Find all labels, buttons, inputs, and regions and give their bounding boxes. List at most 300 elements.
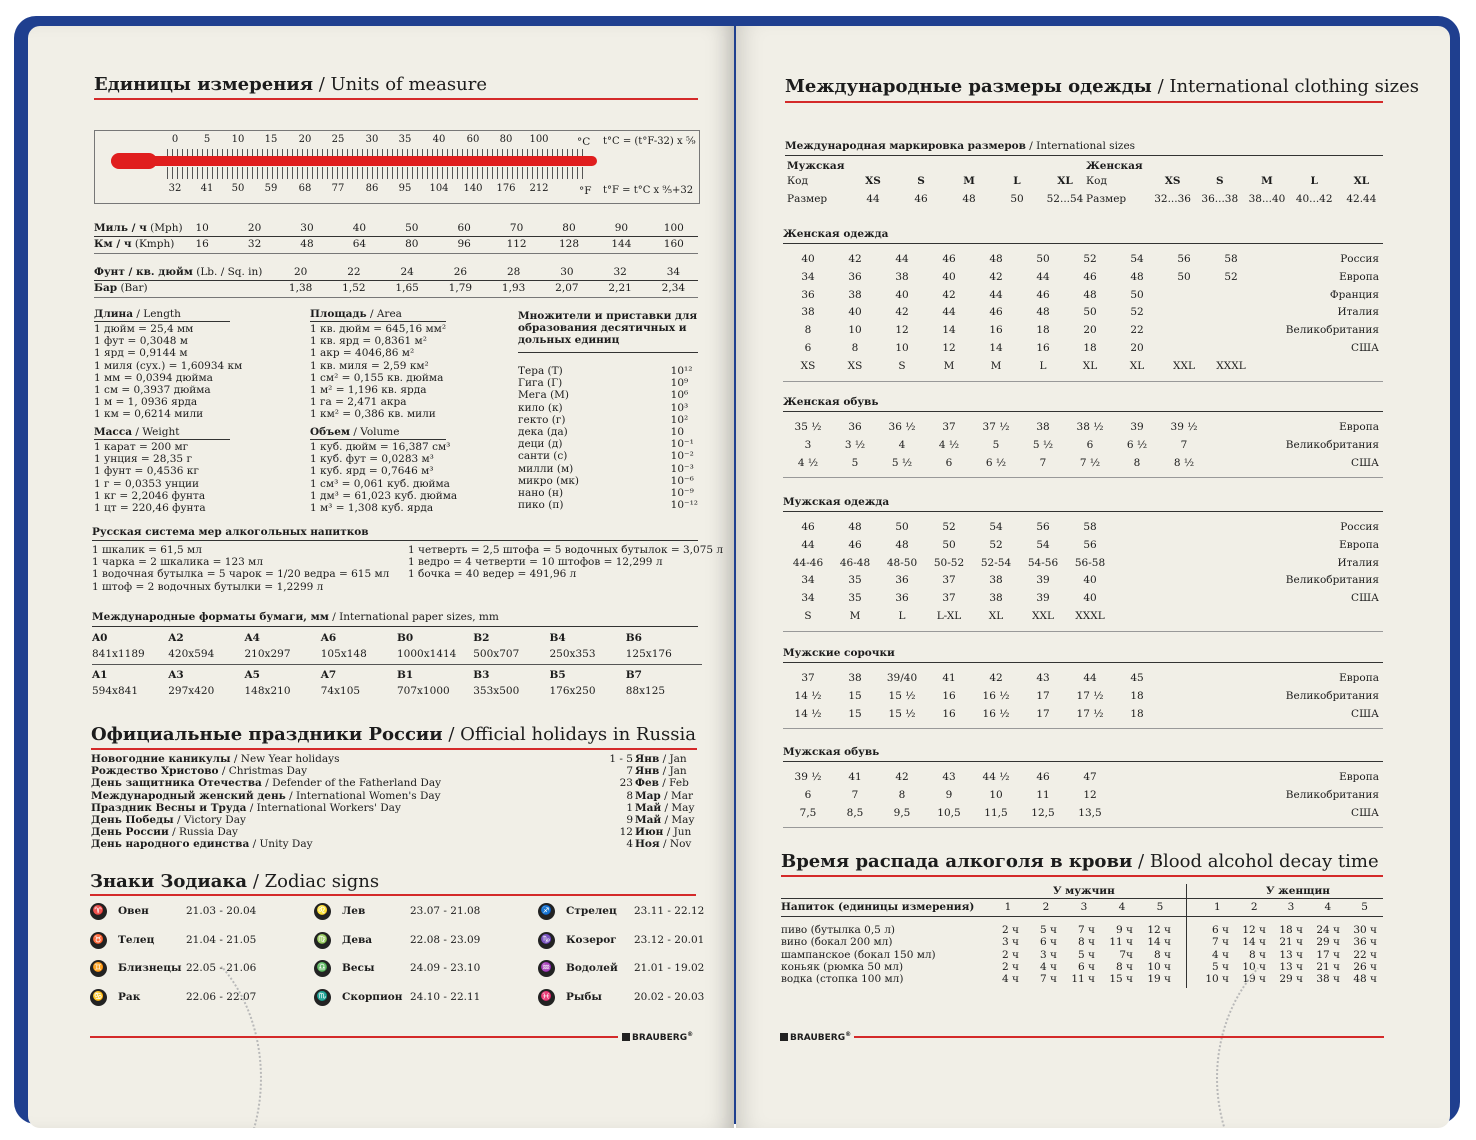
men-shirts-row	[783, 690, 1383, 704]
mph-values	[176, 222, 700, 236]
men-shirts-value: 45	[1130, 672, 1144, 684]
men-shirts-value: 41	[942, 672, 956, 684]
intl-sizes-title: Международная маркировка размеров / International sizes	[785, 140, 1136, 152]
decay-women-time: 21 ч	[1316, 960, 1340, 973]
men-shoes-value: 8	[898, 788, 906, 801]
women-size-value: 42.44	[1346, 193, 1377, 205]
prefix-name: нано (н)	[518, 487, 564, 500]
women-clothing-value: 42	[848, 253, 862, 265]
bar-value: 1,79	[448, 282, 473, 294]
bar-values	[274, 282, 700, 296]
women-clothing-value: M	[990, 359, 1002, 372]
men-clothing-value: 44-46	[792, 556, 824, 569]
men-clothing-value: 52	[989, 538, 1003, 551]
men-code-label: Код	[787, 175, 808, 187]
women-clothing-value: 48	[989, 253, 1003, 265]
celsius-tick: 100	[529, 134, 549, 145]
area-title: Площадь / Area	[310, 308, 402, 320]
women-clothing-row	[783, 324, 1383, 338]
paper-format-size: 105x148	[321, 648, 397, 665]
men-clothing-value: 39	[1036, 574, 1050, 587]
alcohol-measure-item: 1 четверть = 2,5 штофа = 5 водочных бутылок = 3,075 л	[408, 544, 724, 556]
holiday-month-ru: Фев	[635, 777, 659, 790]
women-size-code: XS	[1164, 175, 1181, 187]
decay-drink: пиво (бутылка 0,5 л)	[781, 924, 895, 936]
holiday-name	[91, 838, 313, 850]
mass-item: 1 г = 0,0353 унции	[94, 477, 199, 490]
men-shoes-country: США	[1351, 806, 1379, 819]
speed-divider	[94, 236, 698, 237]
kmh-value: 144	[611, 238, 632, 250]
volume-block	[310, 426, 458, 515]
length-item: 1 фут = 0,3048 м	[94, 335, 188, 348]
gemini-icon: ♊	[90, 960, 107, 977]
decay-women-time: 10 ч	[1205, 973, 1229, 986]
volume-item: 1 куб. дюйм = 16,387 см³	[310, 441, 451, 453]
men-clothing-value: M	[849, 610, 861, 622]
men-shirts-value: 16 ½	[982, 689, 1010, 702]
paper-format-size: 176x250	[549, 685, 596, 697]
mass-item: 1 кг = 2,2046 фунта	[94, 489, 206, 502]
women-shoes-value: 8 ½	[1173, 456, 1195, 469]
area-list	[310, 323, 446, 421]
holiday-month	[635, 826, 691, 838]
decay-men-time: 6 ч	[1040, 936, 1057, 949]
kmh-value: 160	[663, 238, 684, 250]
women-shoes-value: 4 ½	[938, 438, 960, 451]
men-shirts-value: 18	[1130, 689, 1144, 702]
bar-value: 1,52	[342, 282, 366, 294]
holiday-month-ru: Май	[635, 801, 662, 814]
length-item: 1 см = 0,3937 дюйма	[94, 384, 211, 397]
fahrenheit-tick: 41	[200, 183, 214, 194]
kmh-value: 16	[195, 238, 209, 250]
holiday-month-en: / Jan	[659, 753, 687, 765]
women-shoes-value: 35 ½	[794, 421, 822, 433]
decay-drink: шампанское (бокал 150 мл)	[781, 948, 936, 961]
men-shirts-value: 15 ½	[888, 707, 916, 720]
mph-value: 90	[614, 222, 629, 234]
footer-line	[90, 1036, 618, 1038]
men-clothing-row	[783, 521, 1383, 535]
zodiac-title: Знаки Зодиака / Zodiac signs	[90, 871, 380, 892]
paper-format-size: 707x1000	[397, 685, 450, 697]
women-size-value: 36...38	[1201, 193, 1239, 205]
women-clothing-value: 12	[942, 342, 956, 354]
holiday-name	[91, 790, 441, 802]
fahrenheit-formula: t°F = t°C x ⁹⁄₅+32	[603, 185, 694, 196]
men-shirts-value: 14 ½	[794, 707, 822, 720]
men-clothing-country: Великобритания	[1285, 574, 1379, 587]
alcohol-measures-divider	[92, 540, 698, 541]
women-clothing-country: Италия	[1337, 306, 1379, 319]
clothing-sizes-title: Международные размеры одежды / International clothing sizes	[785, 76, 1419, 97]
psi-value: 28	[506, 266, 521, 278]
men-shoes-value: 13,5	[1078, 806, 1102, 819]
men-size-value: 44	[866, 193, 880, 205]
men-clothing-value: 39	[1036, 592, 1050, 605]
women-clothing-value: 22	[1130, 324, 1144, 337]
zodiac-title-underline	[90, 894, 696, 896]
prefix-name: Тера (Т)	[518, 365, 563, 377]
women-clothing-value: 52	[1083, 253, 1097, 265]
women-clothing-country: Россия	[1340, 253, 1379, 265]
prefix-value: 10¹²	[670, 365, 693, 377]
virgo-icon: ♍	[314, 932, 331, 949]
decay-men-time: 11 ч	[1071, 973, 1095, 986]
decay-men-time: 2 ч	[1002, 960, 1019, 973]
holiday-month-ru: Ноя	[635, 838, 660, 851]
units-title-underline	[94, 98, 698, 100]
zodiac-dates: 22.05 - 21.06	[186, 962, 257, 974]
length-item: 1 миля (сух.) = 1,60934 км	[94, 359, 243, 372]
right-page	[736, 26, 1450, 1128]
decay-men-time: 7 ч	[1078, 924, 1095, 936]
volume-item: 1 куб. фут = 0,0283 м³	[310, 453, 434, 466]
women-clothing-value: 50	[1083, 306, 1097, 319]
men-clothing-country: Европа	[1339, 538, 1379, 551]
libra-icon: ♎	[314, 960, 331, 977]
zodiac-dates: 24.10 - 22.11	[410, 990, 481, 1003]
mph-value: 10	[195, 222, 209, 234]
women-clothing-value: M	[943, 359, 955, 372]
men-clothing-value: 52-54	[980, 556, 1012, 569]
men-shoes-value: 46	[1036, 771, 1050, 783]
decay-women-time: 13 ч	[1279, 948, 1303, 961]
mph-value: 100	[663, 222, 684, 234]
zodiac-name: Близнецы	[118, 962, 182, 974]
zodiac-dates: 23.12 - 20.01	[634, 933, 705, 946]
paper-format-name: A7	[320, 669, 337, 681]
men-clothing-value: 35	[848, 574, 862, 587]
prefix-name: кило (к)	[518, 401, 563, 414]
decay-women-time: 10 ч	[1242, 960, 1266, 973]
left-page	[28, 26, 734, 1128]
men-clothing-row	[783, 610, 1383, 624]
celsius-tick: 30	[365, 134, 379, 145]
holiday-name	[91, 826, 238, 838]
leo-icon: ♌	[314, 903, 331, 920]
zodiac-dates: 24.09 - 23.10	[410, 962, 481, 974]
women-clothing-value: 18	[1083, 342, 1097, 354]
alcohol-measures-col2	[408, 544, 723, 581]
holiday-name-ru: День защитника Отечества	[91, 777, 262, 790]
zodiac-name: Весы	[342, 962, 375, 974]
zodiac-name: Лев	[342, 905, 366, 917]
men-shirts-row	[783, 672, 1383, 686]
decay-women-time: 4 ч	[1212, 948, 1229, 961]
holiday-day: 4	[626, 838, 633, 851]
paper-format-size: 210x297	[245, 648, 321, 665]
holiday-month	[635, 753, 687, 765]
brand-logo-right: BRAUBERG®	[780, 1031, 851, 1043]
zodiac-name: Рак	[118, 990, 141, 1003]
paper-format-name: A0	[92, 632, 108, 644]
kmh-value: 48	[300, 238, 314, 250]
holiday-row	[91, 801, 695, 814]
women-clothing-value: 40	[942, 270, 956, 283]
psi-label: Фунт / кв. дюйм (Lb. / Sq. in)	[94, 266, 263, 278]
women-clothing-value: L	[1039, 359, 1047, 372]
women-clothing-value: XS	[847, 359, 863, 372]
women-clothing-value: 54	[1130, 253, 1144, 265]
holiday-month-ru: Июн	[635, 826, 664, 839]
men-shoes-value: 11,5	[984, 806, 1008, 819]
men-clothing-country: Италия	[1337, 556, 1379, 569]
decay-drink: водка (стопка 100 мл)	[781, 973, 904, 986]
holiday-month	[635, 838, 691, 850]
men-clothing-value: 50-52	[933, 556, 965, 569]
psi-value: 20	[293, 266, 308, 278]
intl-divider	[785, 155, 1383, 156]
women-shoes-value: 3	[804, 438, 812, 451]
zodiac-dates: 22.06 - 22.07	[186, 990, 257, 1003]
women-shoes-value: 5	[851, 456, 859, 469]
women-clothing-value: 42	[989, 270, 1003, 283]
celsius-unit: °C	[577, 136, 591, 148]
holiday-name	[91, 814, 246, 826]
zodiac-dates: 21.04 - 21.05	[186, 933, 257, 946]
psi-values	[274, 266, 700, 280]
thermometer-bulb	[111, 153, 157, 169]
decay-men-time: 11 ч	[1109, 936, 1133, 949]
men-shirts-value: 17 ½	[1076, 689, 1104, 702]
prefix-value: 10	[670, 426, 685, 439]
women-shoes-country: Великобритания	[1285, 438, 1379, 451]
pressure-divider	[94, 280, 698, 281]
holiday-name-ru: День Победы	[91, 813, 174, 826]
prefix-name: милли (м)	[518, 462, 574, 475]
mph-label: Миль / ч (Mph)	[94, 222, 183, 234]
celsius-tick: 0	[171, 134, 179, 145]
paper-format-size: 297x420	[168, 685, 215, 697]
men-clothing-value: 34	[801, 574, 815, 587]
fahrenheit-tick: 32	[168, 183, 182, 194]
decay-men-time: 19 ч	[1147, 973, 1171, 986]
women-shoes-value: 6	[945, 456, 953, 469]
bar-value: 2,07	[555, 282, 579, 294]
women-shoes-value: 39	[1130, 421, 1144, 433]
prefix-value: 10³	[670, 401, 689, 414]
women-clothing-value: 40	[801, 253, 815, 265]
paper-title: Международные форматы бумаги, мм / International paper sizes, mm	[92, 611, 499, 623]
men-shirts-row	[783, 708, 1383, 722]
decay-men-time: 9 ч	[1116, 924, 1133, 936]
men-clothing-value: 56-58	[1074, 556, 1106, 569]
prefix-names	[518, 365, 579, 511]
holiday-row	[91, 838, 691, 850]
length-item: 1 ярд = 0,9144 м	[94, 347, 188, 360]
women-sizes	[1149, 193, 1385, 207]
fahrenheit-ticks	[95, 183, 565, 197]
mass-item: 1 карат = 200 мг	[94, 441, 189, 453]
decay-women-time: 36 ч	[1353, 936, 1377, 949]
zodiac-name: Телец	[118, 933, 155, 946]
prefix-name: пико (п)	[518, 499, 564, 512]
paper-format-name: B2	[473, 632, 490, 644]
women-clothing-value: 44	[1036, 270, 1050, 283]
men-shoes-title: Мужская обувь	[783, 746, 880, 758]
men-clothing-value: 50	[895, 521, 909, 533]
alcohol-measure-item: 1 ведро = 4 четверти = 10 штофов = 12,299 л	[408, 556, 663, 569]
celsius-tick: 5	[203, 134, 211, 145]
fahrenheit-tick: 68	[298, 183, 312, 194]
mph-value: 20	[247, 222, 262, 234]
length-item: 1 м = 1, 0936 ярда	[94, 396, 198, 409]
prefix-value: 10⁻⁶	[670, 474, 694, 487]
psi-value: 24	[400, 266, 414, 278]
decay-women-time: 21 ч	[1279, 936, 1303, 949]
area-item: 1 га = 2,471 акра	[310, 396, 407, 409]
women-size-code: M	[1261, 175, 1273, 187]
volume-item: 1 м³ = 1,308 куб. ярда	[310, 502, 434, 515]
alcohol-measure-item: 1 водочная бутылка = 5 чарок = 1/20 ведра = 615 мл	[92, 568, 390, 581]
men-clothing-value: 36	[895, 592, 909, 605]
zodiac-dates: 23.11 - 22.12	[634, 905, 705, 917]
holiday-name-ru: День России	[91, 826, 169, 839]
alcohol-measures-col1	[92, 544, 389, 593]
pressure-bottom-line	[94, 297, 698, 298]
prefix-value: 10⁹	[670, 377, 689, 390]
decay-women-time: 8 ч	[1249, 948, 1266, 961]
paper-format-name: B4	[549, 632, 566, 644]
decay-men-time: 8 ч	[1116, 960, 1133, 973]
decay-unit-women: 5	[1361, 901, 1368, 913]
men-size-code: S	[917, 175, 925, 187]
decay-women-time: 29 ч	[1279, 973, 1303, 986]
women-clothing-country: США	[1351, 342, 1379, 354]
paper-format-name: A4	[244, 632, 260, 644]
women-shoes-value: 6 ½	[985, 456, 1007, 469]
fahrenheit-tick: 140	[463, 183, 483, 194]
women-shoes-value: 4 ½	[797, 456, 819, 469]
women-clothing-value: 14	[989, 342, 1003, 354]
decay-men-time: 4 ч	[1002, 973, 1019, 986]
men-size-value: 48	[962, 193, 976, 205]
decay-women-time: 29 ч	[1316, 936, 1340, 949]
women-clothing-row	[783, 342, 1383, 356]
paper-format-size: 74x105	[320, 685, 361, 697]
men-clothing-value: L-XL	[936, 610, 962, 622]
prefix-value: 10⁻⁹	[670, 487, 694, 500]
women-clothing-row	[783, 289, 1383, 303]
prefixes-title: Множители и приставки для образования десятичных и дольных единиц	[518, 310, 698, 346]
paper-divider	[92, 626, 698, 627]
women-clothing-value: XL	[1129, 359, 1145, 372]
fahrenheit-tick: 95	[398, 183, 412, 194]
prefix-value: 10⁶	[670, 389, 689, 402]
mass-list	[94, 441, 230, 514]
paper-format-size: 353x500	[473, 685, 520, 697]
volume-item: 1 см³ = 0,061 куб. дюйма	[310, 477, 450, 490]
decay-men-time: 7ч	[1119, 948, 1133, 961]
men-shoes-value: 39 ½	[794, 771, 822, 783]
men-size-value: 50	[1010, 193, 1024, 205]
aries-icon: ♈	[90, 903, 107, 920]
holiday-name-en: / International Women's Day	[285, 789, 441, 802]
zodiac-name: Водолей	[566, 962, 618, 974]
zodiac-dates: 21.03 - 20.04	[186, 905, 257, 917]
men-size-value: 46	[914, 193, 928, 205]
holiday-month-en: / May	[661, 801, 695, 814]
men-shirts-value: 16	[942, 707, 956, 720]
men-shoes-value: 47	[1083, 771, 1097, 783]
mph-value: 50	[405, 222, 419, 234]
alcohol-measures-title: Русская система мер алкогольных напитков	[92, 526, 369, 538]
women-clothing-value: 44	[895, 253, 909, 265]
holiday-day: 12	[619, 826, 633, 839]
decay-women-time: 22 ч	[1353, 948, 1377, 961]
women-clothing-value: 50	[1177, 270, 1191, 283]
women-clothing-value: 12	[895, 324, 909, 337]
decay-men-time: 12 ч	[1147, 924, 1171, 936]
women-clothing-value: 8	[851, 342, 859, 354]
men-clothing-value: 37	[942, 592, 956, 605]
women-shoes-value: 7	[1039, 456, 1047, 469]
alcohol-measure-item: 1 бочка = 40 ведер = 491,96 л	[408, 568, 577, 581]
prefix-values	[671, 365, 698, 511]
men-clothing-value: 56	[1083, 538, 1097, 551]
prefix-name: микро (мк)	[518, 474, 580, 487]
women-shoes-row	[783, 457, 1383, 471]
decay-title: Время распада алкоголя в крови / Blood alcohol decay time	[781, 851, 1379, 872]
decay-men-time: 3 ч	[1040, 948, 1057, 961]
men-sizes	[849, 193, 1089, 207]
zodiac-name: Овен	[118, 905, 149, 917]
decay-men-time: 8 ч	[1154, 948, 1171, 961]
kmh-value: 32	[247, 238, 262, 250]
women-clothing-value: 14	[942, 324, 956, 337]
decay-drink-header: Напиток (единицы измерения)	[781, 901, 975, 913]
men-clothing-value: 40	[1083, 574, 1097, 587]
women-shoes-value: 36 ½	[888, 421, 916, 433]
holiday-month-en: / Feb	[658, 777, 689, 790]
women-clothing-country: Великобритания	[1285, 324, 1379, 337]
women-clothing-value: 6	[804, 342, 812, 354]
women-clothing-value: 16	[1036, 342, 1050, 354]
area-item: 1 кв. миля = 2,59 км²	[310, 359, 429, 372]
decay-men-label: У мужчин	[1053, 885, 1115, 897]
women-size-code: XL	[1353, 175, 1370, 187]
decay-men-time: 3 ч	[1002, 936, 1019, 949]
length-block	[94, 308, 243, 421]
psi-value: 30	[560, 266, 574, 278]
decay-row	[781, 924, 1383, 936]
men-shoes-row	[783, 807, 1383, 821]
holiday-day: 8	[626, 789, 633, 802]
men-clothing-value: 56	[1036, 521, 1050, 533]
men-shirts-value: 15	[848, 707, 862, 720]
men-clothing-value: 38	[989, 574, 1003, 587]
women-clothing-bottom-line	[783, 381, 1383, 382]
men-shirts-country: США	[1351, 707, 1379, 720]
men-clothing-row	[783, 592, 1383, 606]
length-item: 1 мм = 0,0394 дюйма	[94, 371, 213, 384]
units-title: Единицы измерения / Units of measure	[94, 74, 487, 95]
men-shirts-bottom-line	[783, 728, 1383, 729]
men-shirts-value: 44	[1083, 672, 1097, 684]
celsius-tick: 80	[499, 134, 513, 145]
women-shoes-title: Женская обувь	[783, 396, 879, 408]
men-shirts-value: 43	[1036, 672, 1050, 684]
holiday-day: 23	[619, 777, 633, 790]
paper-format-size: 841x1189	[92, 648, 168, 665]
women-shoes-value: 6 ½	[1126, 438, 1148, 451]
footer-line-right	[854, 1036, 1384, 1038]
women-size-value: 32...36	[1154, 193, 1191, 205]
men-shirts-value: 17	[1036, 689, 1050, 702]
prefix-value: 10⁻¹²	[670, 499, 698, 512]
